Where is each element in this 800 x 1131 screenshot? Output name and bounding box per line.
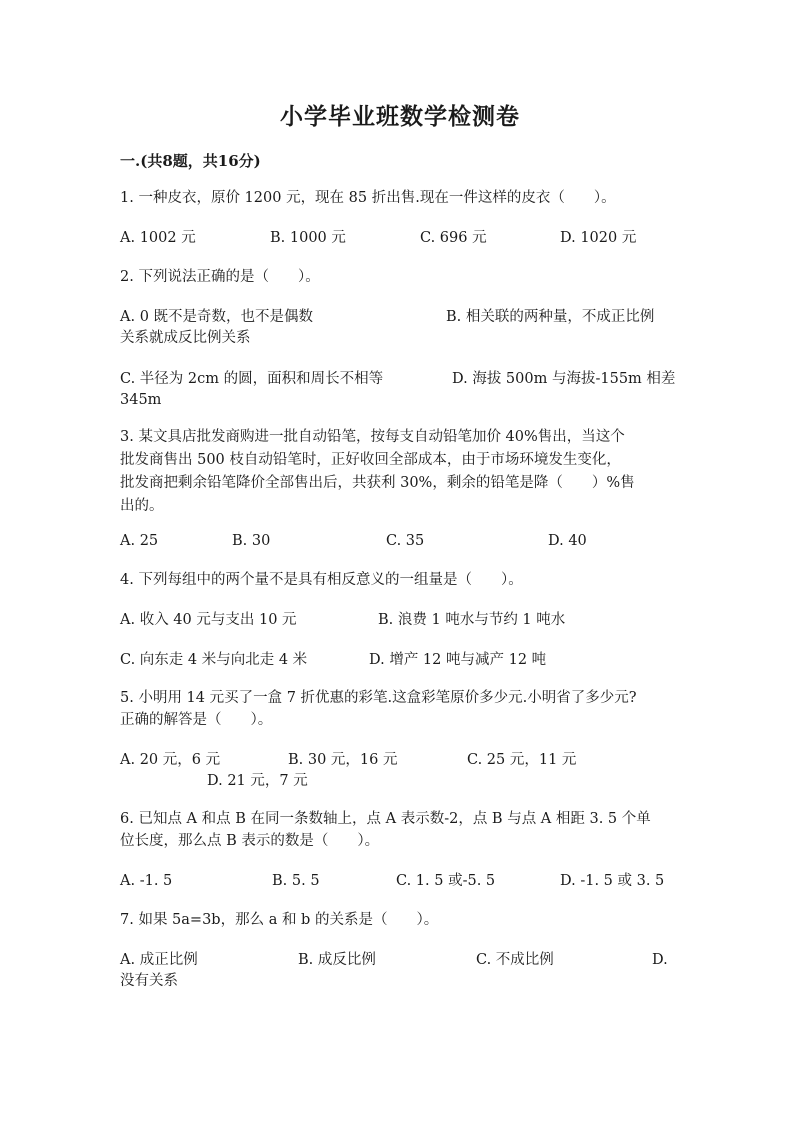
- question-5-stem-line-1: 5. 小明用 14 元买了一盒 7 折优惠的彩笔.这盒彩笔原价多少元.小明省了多少元?: [120, 690, 637, 706]
- question-6-option-c[interactable]: C. 1. 5 或-5. 5: [396, 873, 496, 889]
- question-3-stem-line-4: 出的。: [120, 498, 164, 514]
- question-6-option-b[interactable]: B. 5. 5: [272, 873, 320, 889]
- question-7-option-c[interactable]: C. 不成比例: [476, 952, 554, 968]
- question-2-option-a[interactable]: A. 0 既不是奇数，也不是偶数: [120, 309, 314, 325]
- question-4-option-c[interactable]: C. 向东走 4 米与向北走 4 米: [120, 652, 308, 668]
- question-3-option-a[interactable]: A. 25: [120, 533, 159, 549]
- question-4-option-b[interactable]: B. 浪费 1 吨水与节约 1 吨水: [378, 612, 566, 628]
- question-5-option-c[interactable]: C. 25 元，11 元: [467, 752, 577, 768]
- question-5-stem-line-2: 正确的解答是（ ）。: [120, 712, 273, 728]
- question-1-option-c[interactable]: C. 696 元: [420, 230, 487, 246]
- question-3-stem-line-1: 3. 某文具店批发商购进一批自动铅笔，按每支自动铅笔加价 40%售出，当这个: [120, 429, 625, 445]
- question-3-option-c[interactable]: C. 35: [386, 533, 425, 549]
- question-6-option-a[interactable]: A. -1. 5: [120, 873, 173, 889]
- question-2-option-d[interactable]: D. 海拔 500m 与海拔-155m 相差: [452, 371, 676, 387]
- question-7-option-a[interactable]: A. 成正比例: [120, 952, 198, 968]
- question-7-option-b[interactable]: B. 成反比例: [298, 952, 376, 968]
- question-1-stem: 1. 一种皮衣，原价 1200 元，现在 85 折出售.现在一件这样的皮衣（ ）。: [120, 190, 616, 206]
- question-3-option-b[interactable]: B. 30: [232, 533, 271, 549]
- question-5-option-d[interactable]: D. 21 元，7 元: [207, 773, 308, 789]
- question-1-option-a[interactable]: A. 1002 元: [120, 230, 196, 246]
- question-2-option-d-continued: 345m: [120, 392, 162, 408]
- question-7-stem: 7. 如果 5a=3b，那么 a 和 b 的关系是（ ）。: [120, 912, 439, 928]
- question-1-option-b[interactable]: B. 1000 元: [270, 230, 346, 246]
- question-3-stem-line-2: 批发商售出 500 枝自动铅笔时，正好收回全部成本，由于市场环境发生变化，: [120, 452, 621, 468]
- question-3-option-d[interactable]: D. 40: [548, 533, 587, 549]
- question-5-option-a[interactable]: A. 20 元，6 元: [120, 752, 221, 768]
- question-6-stem-line-1: 6. 已知点 A 和点 B 在同一条数轴上，点 A 表示数-2，点 B 与点 A 相距 3. 5 个单: [120, 811, 651, 827]
- question-2-option-b[interactable]: B. 相关联的两种量，不成正比例: [446, 309, 655, 325]
- question-6-option-d[interactable]: D. -1. 5 或 3. 5: [560, 873, 665, 889]
- page-title: 小学毕业班数学检测卷: [280, 103, 520, 130]
- question-3-stem-line-3: 批发商把剩余铅笔降价全部售出后，共获利 30%，剩余的铅笔是降（ ）%售: [120, 475, 635, 491]
- question-2-option-c[interactable]: C. 半径为 2cm 的圆，面积和周长不相等: [120, 371, 384, 387]
- question-2-option-b-continued: 关系就成反比例关系: [120, 330, 251, 346]
- section-heading: 一.(共8题，共16分): [120, 152, 261, 170]
- question-4-option-a[interactable]: A. 收入 40 元与支出 10 元: [120, 612, 297, 628]
- question-4-stem: 4. 下列每组中的两个量不是具有相反意义的一组量是（ ）。: [120, 572, 523, 588]
- question-7-option-d[interactable]: D.: [652, 952, 668, 968]
- question-6-stem-line-2: 位长度，那么点 B 表示的数是（ ）。: [120, 833, 380, 849]
- question-2-stem: 2. 下列说法正确的是（ ）。: [120, 269, 320, 285]
- question-7-option-d-continued: 没有关系: [120, 973, 178, 989]
- question-5-option-b[interactable]: B. 30 元，16 元: [288, 752, 398, 768]
- question-1-option-d[interactable]: D. 1020 元: [560, 230, 637, 246]
- question-4-option-d[interactable]: D. 增产 12 吨与减产 12 吨: [369, 652, 547, 668]
